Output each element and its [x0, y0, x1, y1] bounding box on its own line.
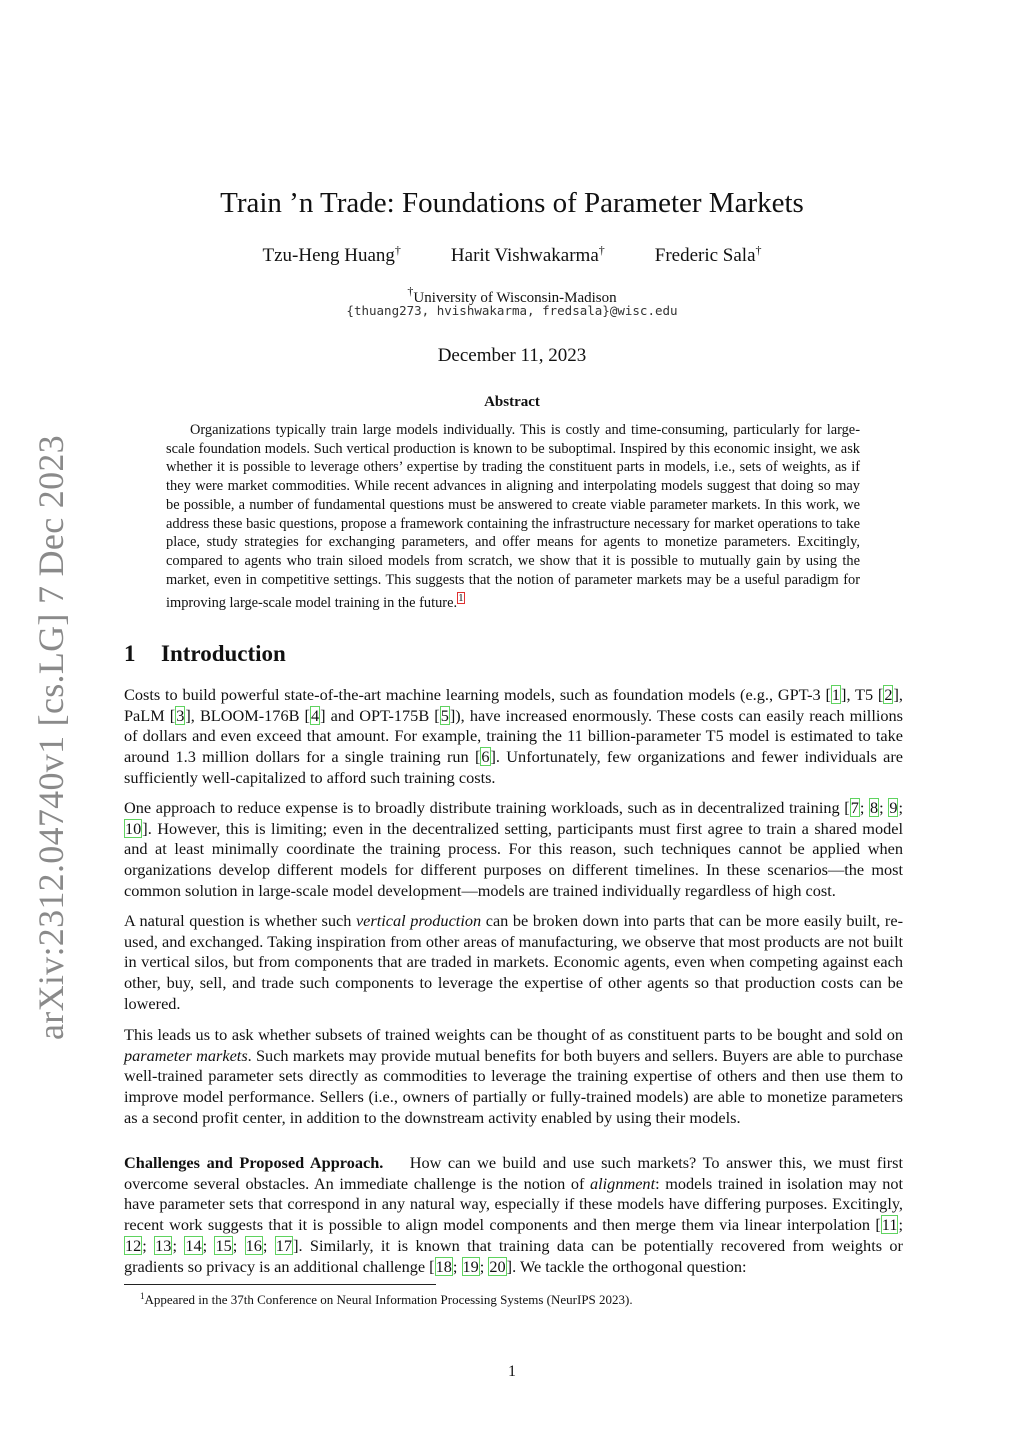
abstract-heading: Abstract [484, 394, 540, 410]
citation-link[interactable]: 8 [870, 798, 879, 817]
author-emails: {thuang273, hvishwakarma, fredsala}@wisc.edu [346, 303, 678, 318]
citation-link[interactable]: 15 [215, 1235, 232, 1255]
citation-link[interactable]: 14 [185, 1235, 202, 1255]
page-number: 1 [508, 1363, 516, 1380]
paper-date: December 11, 2023 [437, 345, 587, 366]
footnote-divider [124, 1284, 436, 1285]
paragraph: This leads us to ask whether subsets of trained weights can be thought of as constituent parts to be bought and sold on parameter markets. Such markets may provide mutual benefits for both buyers and sellers. Buyers are able to purchase well-trained parameter sets directly as commodities to leverage the training expertise of others and then use them to improve model performance. Sellers (i.e., owners of partially or fully-trained models) are able to monetize parameters as a second profit center, in addition to the downstream activity enabled by using their models. [124, 1025, 903, 1127]
citation-link[interactable]: 1 [831, 685, 841, 704]
citation-link[interactable]: 20 [489, 1256, 506, 1276]
citation-link[interactable]: 13 [155, 1235, 172, 1255]
author: Tzu-Heng Huang† [262, 243, 401, 266]
citation-link[interactable]: 19 [462, 1256, 479, 1276]
citation-link[interactable]: 7 [850, 798, 859, 817]
section-heading-introduction: 1 Introduction [124, 641, 286, 666]
paragraph-heading: Challenges and Proposed Approach. [124, 1153, 384, 1172]
author: Harit Vishwakarma† [450, 243, 605, 266]
footnote-link[interactable]: 1 [458, 592, 464, 605]
abstract-text: Organizations typically train large models individually. This is costly and time-consuming, particularly for large-scale foundation models. Such vertical production is known to be suboptimal. Inspired by this economic insight, we ask whether it is possible to leverage others’ expertise by trading the constituent parts in models, i.e., sets of weights, as if they were market commodities. While recent advances in aligning and interpolating models suggest that doing so may be possible, a number of fundamental questions must be answered to create viable parameter markets. In this work, we address these basic questions, propose a framework containing the infrastructure necessary for market operations to take place, study strategies for exchanging parameters, and offer means for agents to monetize parameters. Excitingly, compared to agents who train siloed models from scratch, we show that it is possible to mutually gain by using the market, even in competitive settings. This suggests that the notion of parameter markets may be a useful paradigm for improving large-scale model training in the future.$^1$ [166, 422, 860, 612]
citation-link[interactable]: 4 [310, 705, 320, 725]
paragraph: A natural question is whether such vertical production can be broken down into parts that can be more easily built, re-used, and exchanged. Taking inspiration from other areas of manufacturing, we observe that most products are not built in vertical silos, but from components that are traded in markets. Economic agents, even when competing against each other, buy, sell, and trade such components to leverage the expertise of other agents so that production costs can be lowered. [124, 911, 903, 1013]
citation-link[interactable]: 11 [881, 1215, 898, 1235]
citation-link[interactable]: 6 [481, 747, 490, 767]
paragraph: Challenges and Proposed Approach. How can we build and use such markets? To answer this, we must first overcome several obstacles. An immediate challenge is the notion of alignment: models trained in isolation may not have parameter sets that correspond in any natural way, especially if these models have differing purposes. Excitingly, recent work suggests that it is possible to align model components and then merge them via linear interpolation [11; 12; 13; 14; 15; 16; 17]. Similarly, it is known that training data can be potentially recovered from weights or gradients so privacy is an additional challenge [18; 19; 20]. We tackle the orthogonal question: [124, 1153, 904, 1276]
paragraph: One approach to reduce expense is to broadly distribute training workloads, such as in decentralized training [7; 8; 9; 10]. However, this is limiting; even in the decentralized setting, participants must first agree to train a shared model and at least minimally coordinate the training process. For this reason, such techniques cannot be applied when organizations develop different models for different purposes on different timelines. In these scenarios—the most common solution in large-scale model development—models are trained individually regardless of high cost. [124, 798, 903, 900]
author-list [0, 243, 1024, 267]
citation-link[interactable]: 18 [435, 1256, 452, 1276]
citation-link[interactable]: 5 [440, 705, 449, 725]
citation-link[interactable]: 17 [275, 1235, 293, 1255]
paper-title: Train ’n Trade: Foundations of Parameter Markets [220, 187, 804, 219]
citation-link[interactable]: 10 [125, 818, 142, 838]
footnote: $^1$Appeared in the 37th Conference on Neural Information Processing Systems (NeurIPS 2023). [140, 1291, 633, 1307]
citation-link[interactable]: 12 [125, 1235, 142, 1255]
affiliation: †University of Wisconsin-Madison [407, 284, 617, 306]
citation-link[interactable]: 9 [889, 798, 898, 817]
paragraph: Costs to build powerful state-of-the-art machine learning models, such as foundation models (e.g., GPT-3 [1], T5 [2], PaLM [3], BLOOM-176B [4] and OPT-175B [5]), have increased enormously. These costs can easily reach millions of dollars and even exceed that amount. For example, training the 11 billion-parameter T5 model is estimated to take around 1.3 million dollars for a single training run [6]. Unfortunately, few organizations and fewer individuals are sufficiently well-capitalized to afford such training costs. [124, 685, 903, 787]
author: Frederic Sala† [654, 243, 762, 266]
citation-link[interactable]: 3 [176, 705, 185, 725]
citation-link[interactable]: 2 [884, 685, 893, 704]
citation-link[interactable]: 16 [245, 1235, 262, 1255]
arxiv-identifier-stamp: arXiv:2312.04740v1 [cs.LG] 7 Dec 2023 [31, 435, 71, 1040]
